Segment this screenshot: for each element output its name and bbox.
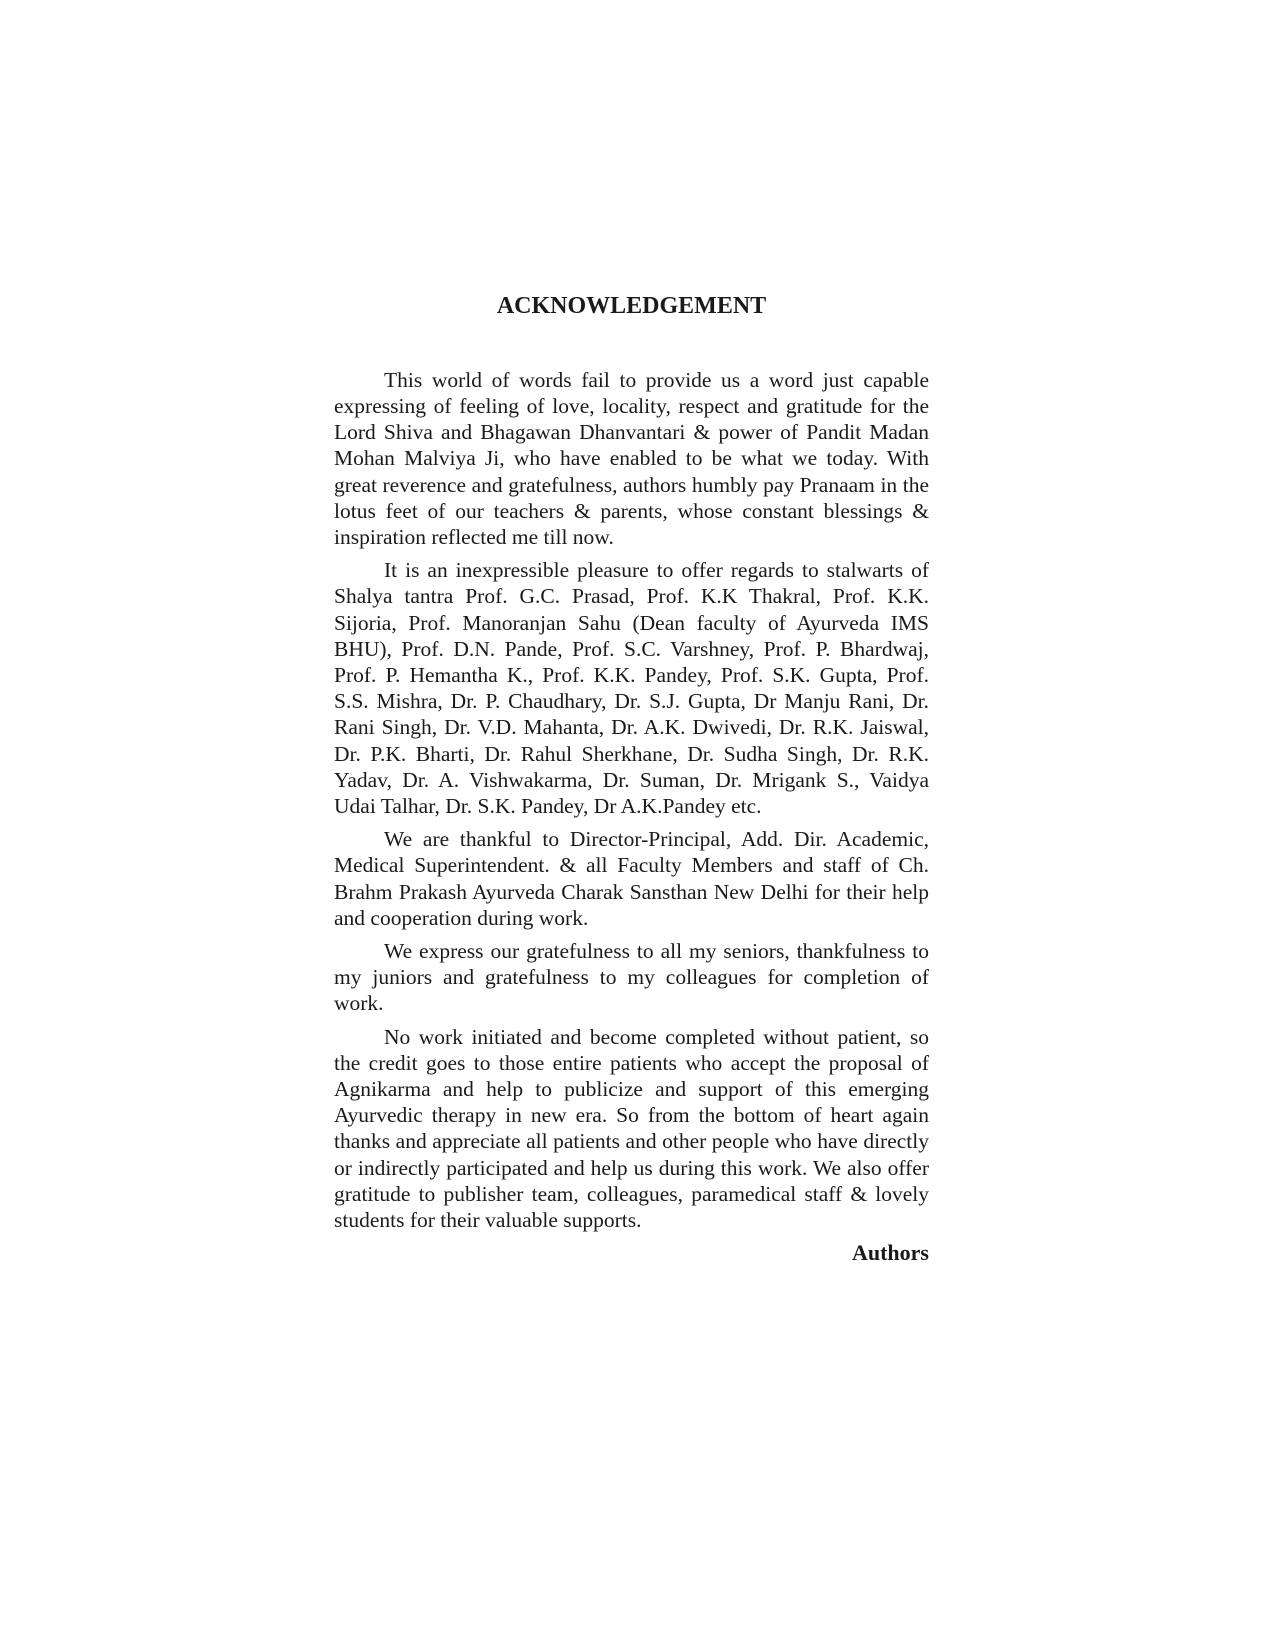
authors-signature: Authors <box>851 1240 929 1266</box>
paragraph-colleagues-thanks: We express our gratefulness to all my seniors, thankfulness to my juniors and gratefulness to my colleagues for completion of work. <box>334 939 929 1016</box>
page-title: ACKNOWLEDGEMENT <box>496 293 767 319</box>
paragraph-institution-thanks: We are thankful to Director-Principal, Add. Dir. Academic, Medical Superintendent. & all Faculty Members and staff of Ch. Brahm Prakash Ayurveda Charak Sansthan New Delhi for their help and cooperation during work. <box>334 827 929 930</box>
paragraph-stalwarts-regards: It is an inexpressible pleasure to offer regards to stalwarts of Shalya tantra Prof. G.C. Prasad, Prof. K.K Thakral, Prof. K.K. Sijoria, Prof. Manoranjan Sahu (Dean faculty of Ayurveda IMS BHU), Prof. D.N. Pande, Prof. S.C. Varshney, Prof. P. Bhardwaj, Prof. P. Hemantha K., Prof. K.K. Pandey, Prof. S.K. Gupta, Prof. S.S. Mishra, Dr. P. Chaudhary, Dr. S.J. Gupta, Dr Manju Rani, Dr. Rani Singh, Dr. V.D. Mahanta, Dr. A.K. Dwivedi, Dr. R.K. Jaiswal, Dr. P.K. Bharti, Dr. Rahul Sherkhane, Dr. Sudha Singh, Dr. R.K. Yadav, Dr. A. Vishwakarma, Dr. Suman, Dr. Mrigank S., Vaidya Udai Talhar, Dr. S.K. Pandey, Dr A.K.Pandey etc. <box>334 558 929 819</box>
acknowledgement-section <box>334 292 929 1267</box>
paragraph-patients-thanks: No work initiated and become completed without patient, so the credit goes to those entire patients who accept the proposal of Agnikarma and help to publicize and support of this emerging Ayurvedic therapy in new era. So from the bottom of heart again thanks and appreciate all patients and other people who have directly or indirectly participated and help us during this work. We also offer gratitude to publisher team, colleagues, paramedical staff & lovely students for their valuable supports. <box>334 1024 929 1233</box>
paragraph-gratitude-deities: This world of words fail to provide us a word just capable expressing of feeling of love, locality, respect and gratitude for the Lord Shiva and Bhagawan Dhanvantari & power of Pandit Madan Mohan Malviya Ji, who have enabled to be what we today. With great reverence and gratefulness, authors humbly pay Pranaam in the lotus feet of our teachers & parents, whose constant blessings & inspiration reflected me till now. <box>334 367 929 550</box>
